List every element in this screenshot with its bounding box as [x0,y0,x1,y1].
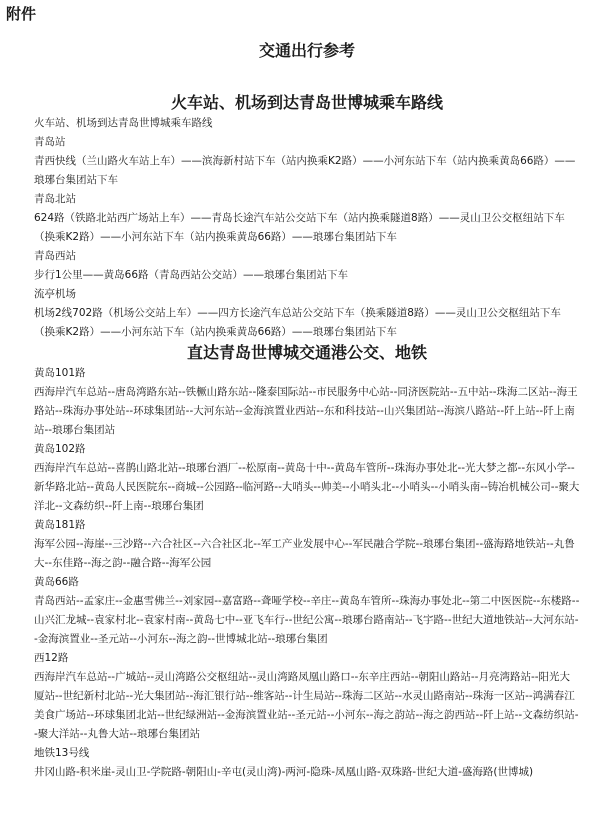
route-stops: 青岛西站--孟家庄--金惠雪佛兰--刘家园--嘉富路--聋哑学校--辛庄--黄岛车管所--珠海办事处北--第二中医医院--东楼路--山兴汇龙城--袁家村北--袁家村南--黄岛七中--亚飞车行--世纪公寓--琅琊台路南站--飞宇路--世纪大道地铁站--大河东站--金海滨置业--圣元站--小河东--海之韵--世博城北站--琅琊台集团 [34,595,580,645]
section-title-bus-metro: 直达青岛世博城交通港公交、地铁 [186,343,427,362]
route-name: 黄岛66路 [34,576,79,588]
route-name: 黄岛101路 [34,367,86,379]
station-name: 流亭机场 [34,288,76,300]
route-text: 624路（铁路北站西广场站上车）——青岛长途汽车站公交站下车（站内换乘隧道8路）——灵山卫公交枢纽站下车（换乘K2路）——小河东站下车（站内换乘黄岛66路）——琅琊台集团站下车 [34,212,565,243]
route-stops: 海军公园--海崖--三沙路--六合社区--六合社区北--军工产业发展中心--军民融合学院--琅琊台集团--盛海路地铁站--丸鲁大--东佳路--海之韵--融合路--海军公园 [34,538,575,569]
page-title: 交通出行参考 [258,41,355,60]
route-text: 机场2线702路（机场公交站上车）——四方长途汽车总站公交站下车（换乘隧道8路）——灵山卫公交枢纽站下车（换乘K2路）——小河东站下车（站内换乘黄岛66路）——琅琊台集团站下车 [34,307,561,338]
station-name: 青岛北站 [34,193,76,205]
route-name: 黄岛102路 [34,443,86,455]
route-stops: 西海岸汽车总站--广城站--灵山湾路公交枢纽站--灵山湾路凤凰山路口--东辛庄西站--朝阳山路站--月亮湾路站--阳光大厦站--世纪新村北站--光大集团站--海汇银行站--维客站--计生局站--珠海二区站--水灵山路南站--珠海一区站--鸿满春江美食广场站--环球集团北站--世纪绿洲站--金海滨置业站--圣元站--小河东--海之韵站--海之韵西站--阡上站--文森纺织站--聚大洋站--丸鲁大站--琅琊台集团站 [34,671,579,740]
route-text: 青西快线（兰山路火车站上车）——滨海新村站下车（站内换乘K2路）——小河东站下车（站内换乘黄岛66路）——琅琊台集团站下车 [34,155,576,186]
station-name: 青岛站 [34,136,66,148]
route-name: 西12路 [34,652,69,664]
section-rail-airport-body [34,114,580,342]
section-bus-metro-body [34,364,580,782]
appendix-label: 附件 [6,5,37,23]
station-name: 青岛西站 [34,250,76,262]
route-stops: 井冈山路-积米崖-灵山卫-学院路-朝阳山-辛屯(灵山湾)-两河-隐珠-凤凰山路-双珠路-世纪大道-盛海路(世博城) [34,766,534,778]
route-name: 黄岛181路 [34,519,86,531]
route-text: 步行1公里——黄岛66路（青岛西站公交站）——琅琊台集团站下车 [34,269,349,281]
route-stops: 西海岸汽车总站--喜鹊山路北站--琅琊台酒厂--松原南--黄岛十中--黄岛车管所--珠海办事处北--光大梦之都--东风小学--新华路北站--黄岛人民医院东--商城--公园路--临河路--大哨头--帅美--小哨头北--小哨头--小哨头南--铸冶机械公司--聚大洋北--文森纺织--阡上南--琅琊台集团 [34,462,580,512]
section-title-rail-airport: 火车站、机场到达青岛世博城乘车路线 [170,93,443,112]
route-name: 地铁13号线 [34,747,90,759]
route-stops: 西海岸汽车总站--唐岛湾路东站--铁橛山路东站--隆泰国际站--市民服务中心站--同济医院站--五中站--珠海二区站--海王路站--珠海办事处站--环球集团站--大河东站--金海滨置业西站--东和科技站--山兴集团站--海滨八路站--阡上站--阡上南站--琅琊台集团站 [34,386,578,436]
section-subtitle: 火车站、机场到达青岛世博城乘车路线 [34,117,213,129]
